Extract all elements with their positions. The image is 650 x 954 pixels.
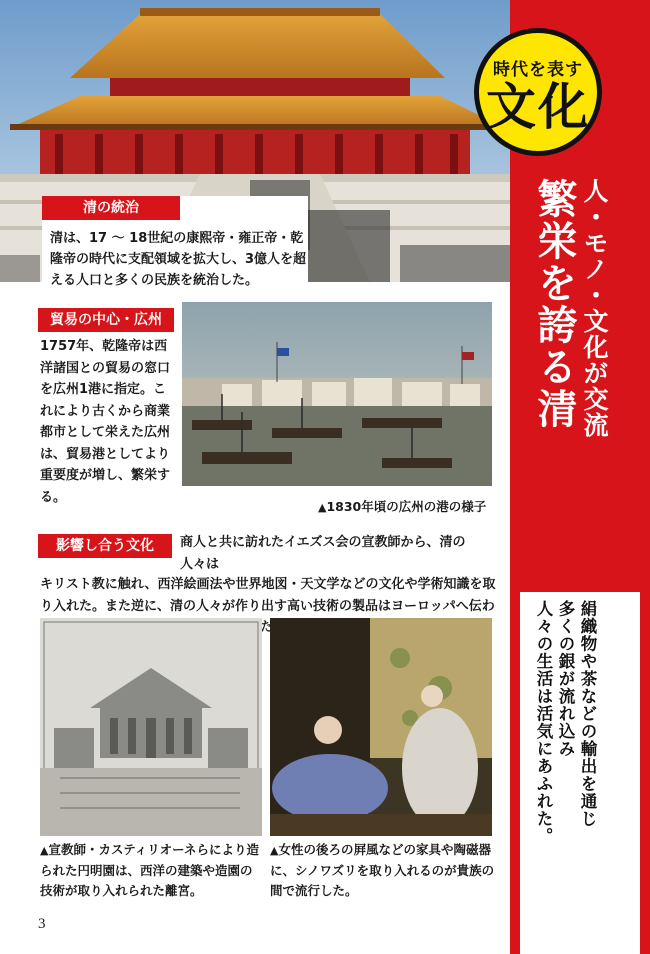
subtitle: 人・モノ・文化が交流	[580, 178, 609, 438]
caption-yuanmingyuan-text: 宣教師・カスティリオーネらにより造られた円明園は、西洋の建築や造園の技術が取り入れられた離宮。	[40, 842, 259, 898]
chinoiserie-painting	[270, 618, 492, 836]
section-text-guangzhou: 1757年、乾隆帝は西洋諸国との貿易の窓口を広州1港に指定。これにより古くから商業都市として栄えた広州は、貿易港としてより重要度が増し、繁栄する。	[40, 339, 171, 505]
yuanmingyuan-engraving	[40, 618, 262, 836]
section-text-culture-a: 商人と共に訪れたイエズス会の宣教師から、清の人々は	[180, 535, 466, 572]
culture-badge	[474, 28, 602, 156]
badge-line2: 文化	[486, 78, 590, 136]
section-label-culture: 影響し合う文化	[38, 534, 172, 558]
caption-chinoiserie-text: 女性の後ろの屛風などの家具や陶磁器に、シノワズリを取り入れるのが貴族の間で流行した。	[270, 842, 495, 898]
page-number: 3	[38, 916, 46, 932]
sidebar-line-2: 多くの銀が流れ込み	[556, 600, 575, 758]
badge-line1: 時代を表す	[493, 60, 583, 80]
main-title: 繁栄を誇る清	[531, 178, 577, 430]
caption-port-text: 1830年頃の広州の港の様子	[326, 499, 487, 514]
caption-guangzhou-port	[318, 497, 486, 515]
section-label-qing-rule: 清の統治	[42, 196, 180, 220]
sidebar-line-3: 人々の生活は活気にあふれた。	[534, 600, 553, 845]
sidebar-text	[532, 600, 598, 845]
caption-marker: ▲	[318, 501, 327, 514]
caption-marker: ▲	[270, 844, 279, 857]
section-label-guangzhou: 貿易の中心・広州	[38, 308, 174, 332]
caption-yuanmingyuan	[40, 840, 264, 901]
caption-chinoiserie	[270, 840, 496, 901]
caption-marker: ▲	[40, 844, 49, 857]
sidebar-line-1: 絹織物や茶などの輸出を通じ	[578, 600, 597, 828]
section-text-culture-b: キリスト教に触れ、西洋絵画法や世界地図・天文学などの文化や学術知識を取り入れた。また逆に、清の人々が作り出す高い技術の製品はヨーロッパへ伝わ した。	[40, 577, 496, 635]
section-text-qing-rule: 清は、17 ～ 18世紀の康熙帝・雍正帝・乾隆帝の時代に支配領域を拡大し、3億人を超える人口と多くの民族を統治した。	[50, 231, 307, 288]
guangzhou-port-painting	[182, 302, 492, 486]
